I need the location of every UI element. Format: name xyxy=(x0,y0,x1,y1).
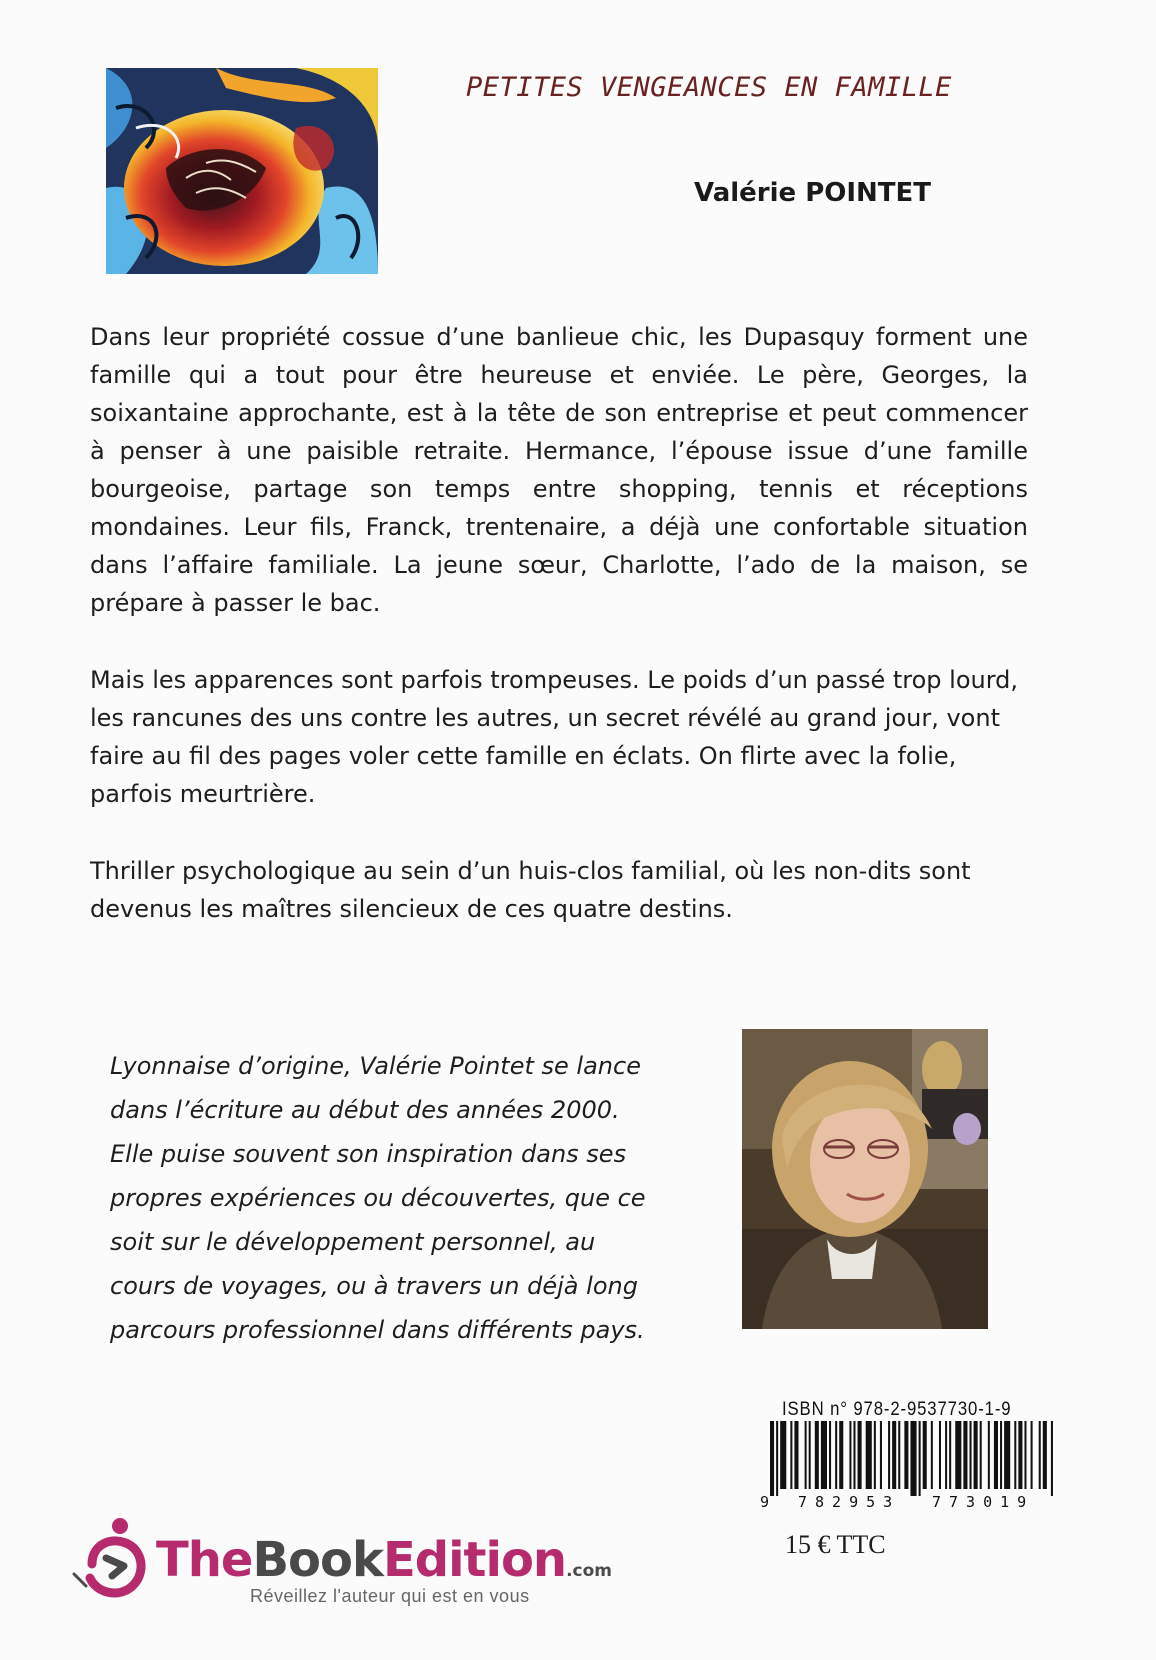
barcode-bar xyxy=(790,1421,792,1489)
author-photo xyxy=(742,1029,988,1329)
barcode-bar xyxy=(919,1421,921,1496)
barcode-bar xyxy=(835,1421,837,1489)
publisher-tagline: Réveillez l'auteur qui est en vous xyxy=(250,1586,530,1606)
barcode-bar xyxy=(794,1421,798,1489)
barcode-icon xyxy=(770,1421,1055,1496)
bio-line: cours de voyages, ou à travers un déjà long xyxy=(110,1272,638,1300)
publisher-name-edition: Edition xyxy=(382,1532,567,1588)
publisher-name xyxy=(156,1532,612,1588)
barcode-digits-left: 782953 xyxy=(798,1493,901,1511)
bio-line: dans l’écriture au début des années 2000. xyxy=(110,1096,620,1124)
synopsis-paragraph: Mais les apparences sont parfois trompeuses. Le poids d’un passé trop lourd, les rancunes des uns contre les autres, un secret révélé au grand jour, vont faire au fil des pages voler cette famille en éclats. On flirte avec la folie, parfois meurtrière. xyxy=(90,666,1019,808)
barcode-bar xyxy=(866,1421,872,1489)
barcode-bar xyxy=(955,1421,961,1489)
barcode-bar xyxy=(776,1421,778,1496)
barcode-bar xyxy=(939,1421,941,1489)
barcode-bar xyxy=(874,1421,876,1489)
barcode-bar xyxy=(910,1421,916,1496)
barcode-bar xyxy=(1043,1421,1047,1489)
barcode-bar xyxy=(1018,1421,1022,1489)
price: 15 € TTC xyxy=(785,1530,886,1559)
barcode-bar xyxy=(1014,1421,1016,1489)
synopsis-paragraph: Dans leur propriété cossue d’une banlieue chic, les Dupasquy forment une famille qui a tout pour être heureuse et enviée. Le père, Georges, la soixantaine approchante, est à la tête de son entreprise et peut commencer à penser à une paisible retraite. Hermance, l’épouse issue d’une famille bourgeoise, partage son temps entre shopping, tennis et réceptions mondaines. Leur fils, Franck, trentenaire, a déjà une confortable situation dans l’affaire familiale. La jeune sœur, Charlotte, l’ado de la maison, se prépare à passer le bac. xyxy=(90,323,1028,617)
barcode-bar xyxy=(923,1421,927,1489)
bio-line: soit sur le développement personnel, au xyxy=(110,1228,596,1256)
barcode-bar xyxy=(1024,1421,1026,1489)
barcode-bar xyxy=(1031,1421,1033,1489)
synopsis-paragraph: Thriller psychologique au sein d’un huis-clos familial, où les non-dits sont devenus les maîtres silencieux de ces quatre destins. xyxy=(90,857,971,923)
barcode-bar xyxy=(853,1421,855,1489)
publisher-domain: .com xyxy=(566,1561,613,1581)
barcode-bar xyxy=(970,1421,972,1489)
barcode-bar xyxy=(849,1421,851,1489)
barcode-bar xyxy=(945,1421,947,1489)
barcode-digits-right: 773019 xyxy=(932,1493,1035,1511)
publisher-name-the: The xyxy=(156,1532,253,1588)
barcode-bar xyxy=(815,1421,819,1489)
cover-artwork xyxy=(106,68,378,274)
barcode-bar xyxy=(963,1421,967,1489)
bio-line: Lyonnaise d’origine, Valérie Pointet se lance xyxy=(110,1052,641,1080)
publisher-name-book: Book xyxy=(252,1532,383,1588)
barcode-bar xyxy=(829,1421,831,1489)
barcode-bar xyxy=(1051,1421,1053,1496)
barcode-bar xyxy=(888,1421,890,1489)
bio-line: propres expériences ou découvertes, que ce xyxy=(110,1184,646,1212)
barcode-bar xyxy=(974,1421,978,1489)
author-photo-image xyxy=(742,1029,988,1329)
barcode-bar xyxy=(898,1421,900,1489)
author-bio xyxy=(110,1044,670,1352)
barcode-bar xyxy=(821,1421,827,1489)
book-title: PETITES VENGEANCES EN FAMILLE xyxy=(466,72,952,103)
barcode-bar xyxy=(931,1421,933,1489)
barcode-bar xyxy=(980,1421,982,1489)
barcode-bar xyxy=(1004,1421,1010,1489)
barcode-bar xyxy=(892,1421,896,1489)
barcode-bar xyxy=(858,1421,862,1489)
barcode-bar xyxy=(780,1421,786,1489)
barcode-bar xyxy=(904,1421,908,1489)
barcode-bar xyxy=(994,1421,998,1489)
barcode-bar xyxy=(839,1421,843,1489)
barcode-bar xyxy=(770,1421,774,1496)
barcode-bar xyxy=(880,1421,882,1489)
barcode-bar xyxy=(1039,1421,1041,1489)
barcode-bar xyxy=(809,1421,811,1489)
publisher-person-icon xyxy=(72,1514,152,1604)
isbn-label: ISBN n° 978-2-9537730-1-9 xyxy=(782,1399,1012,1420)
author-name: Valérie POINTET xyxy=(694,178,932,208)
cover-artwork-image xyxy=(106,68,378,274)
barcode-digit-first: 9 xyxy=(760,1493,770,1511)
barcode-bar xyxy=(949,1421,951,1489)
bio-line: parcours professionnel dans différents pays. xyxy=(110,1316,645,1344)
publisher-logo xyxy=(72,1514,632,1624)
barcode-bar xyxy=(988,1421,990,1489)
barcode-bar xyxy=(805,1421,807,1489)
barcode-bar xyxy=(1000,1421,1002,1489)
bio-line: Elle puise souvent son inspiration dans ses xyxy=(110,1140,627,1168)
